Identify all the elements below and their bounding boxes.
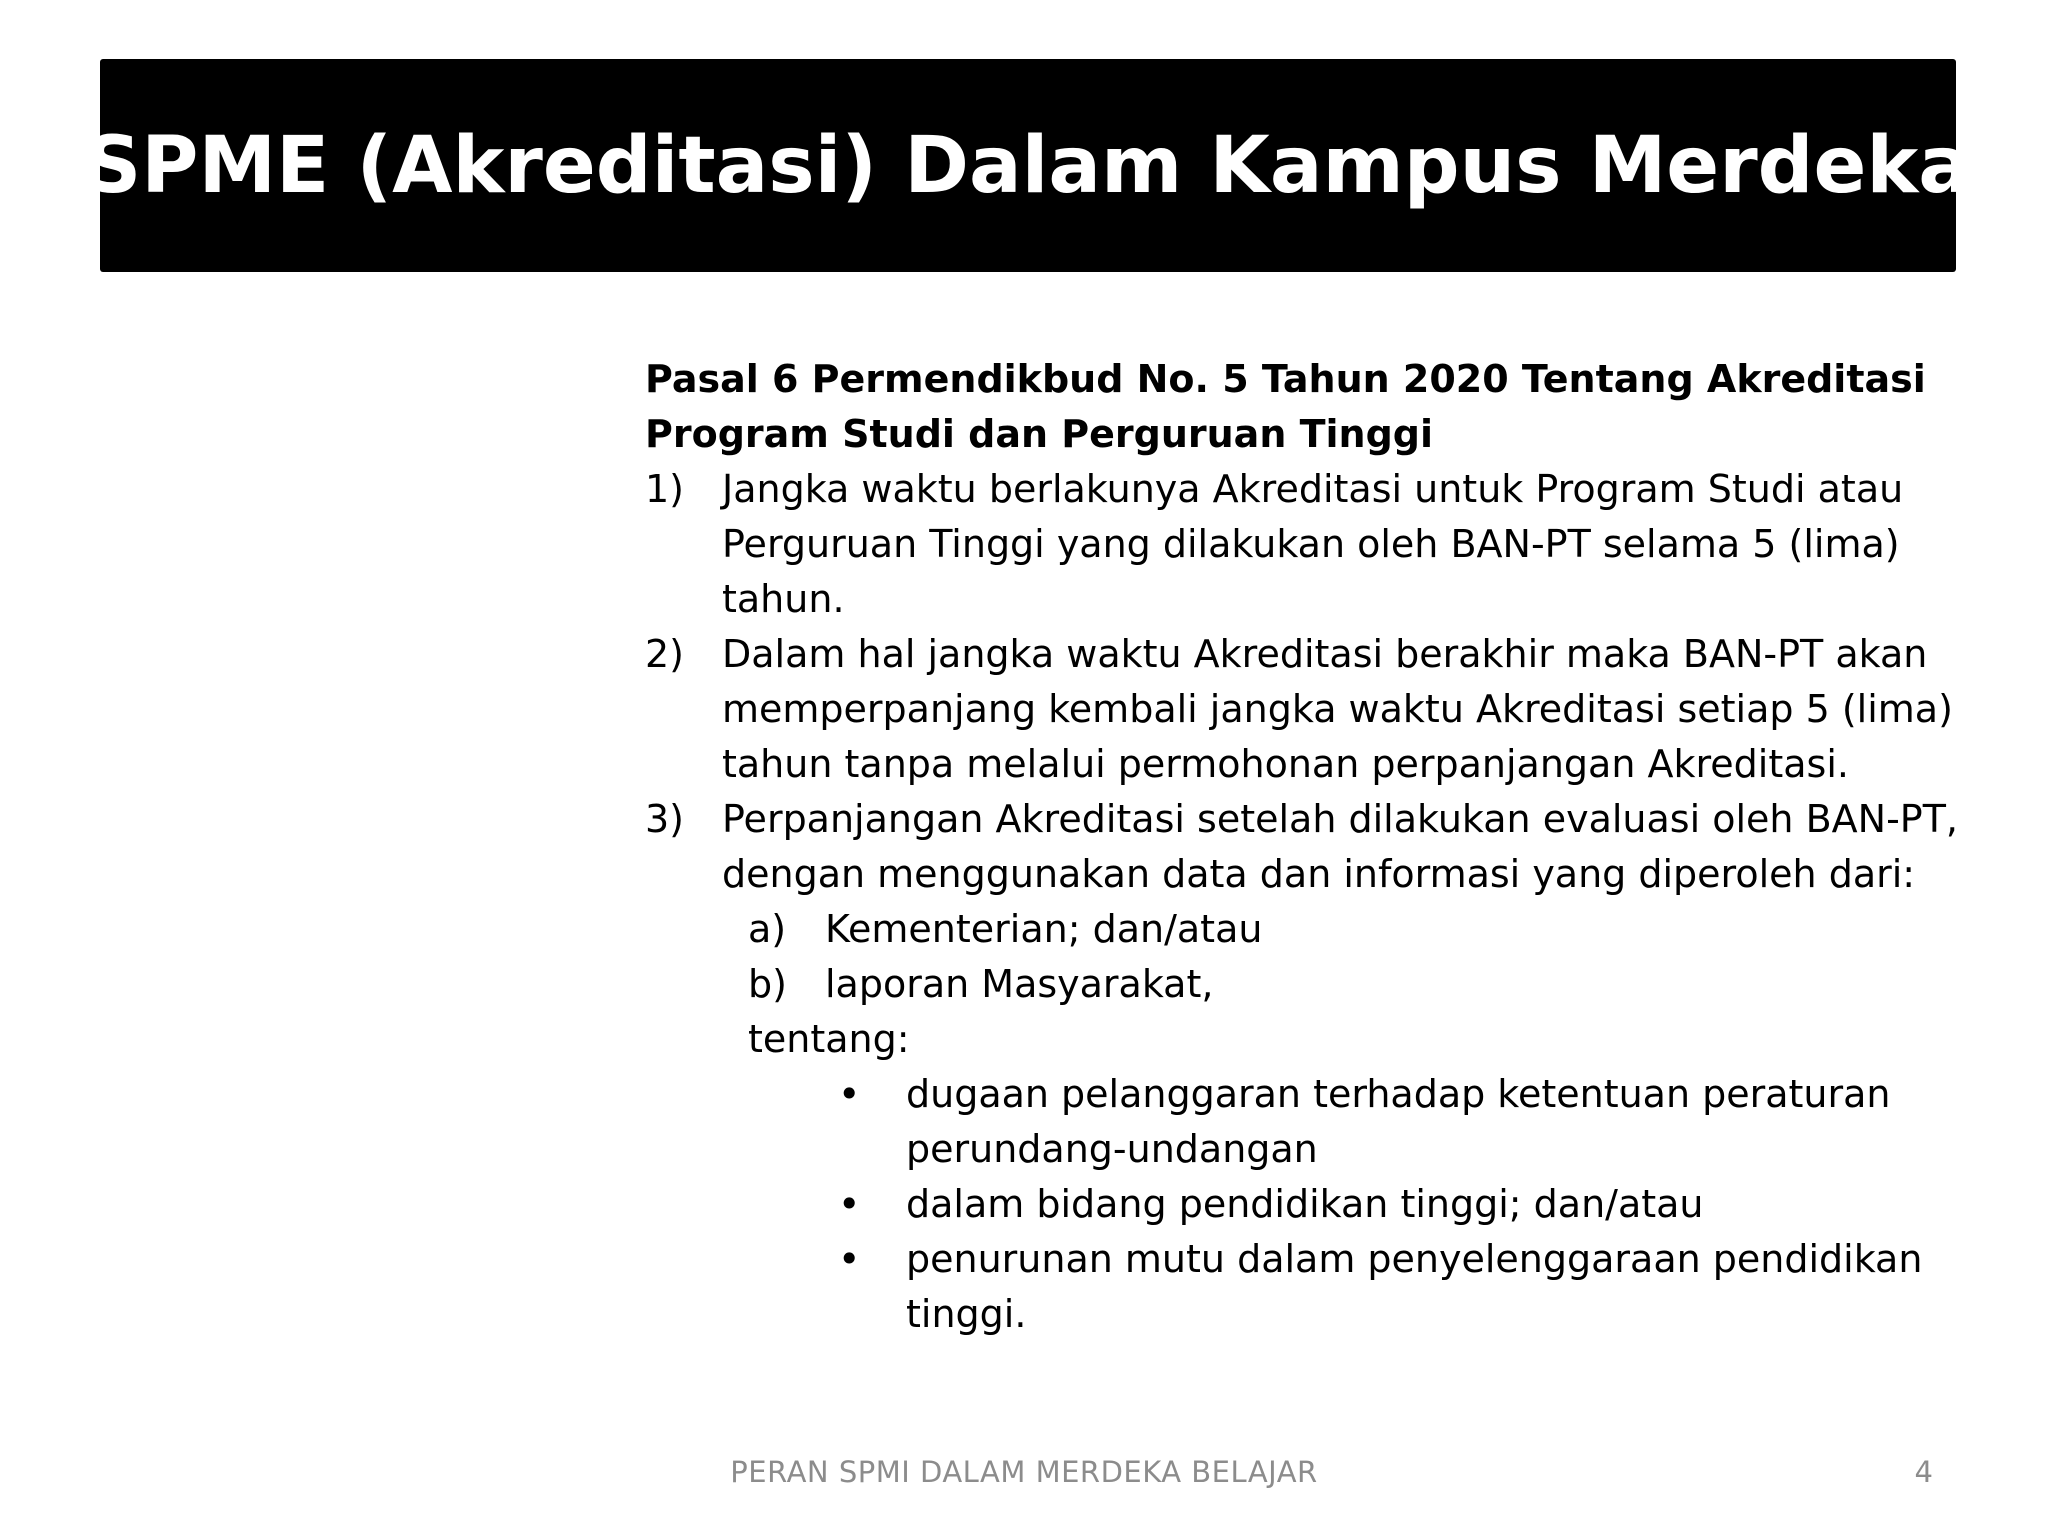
list-marker: 1) bbox=[645, 467, 685, 511]
sub-item-text: Kementerian; dan/atau bbox=[825, 907, 1263, 951]
sub-marker: a) bbox=[748, 907, 787, 951]
slide-body bbox=[645, 352, 1965, 1342]
page-number: 4 bbox=[1914, 1455, 1933, 1489]
bullet-icon: • bbox=[838, 1072, 861, 1116]
sub-list bbox=[748, 902, 1965, 1067]
tentang-label: tentang: bbox=[748, 1017, 910, 1061]
list-marker: 2) bbox=[645, 632, 685, 676]
list-item-text: Dalam hal jangka waktu Akreditasi berakhir maka BAN-PT akan memperpanjang kembali jangka waktu Akreditasi setiap 5 (lima) tahun tanpa melalui permohonan perpanjangan Akreditasi. bbox=[722, 632, 1953, 786]
list-item-3 bbox=[645, 792, 1965, 902]
list-marker: 3) bbox=[645, 797, 685, 841]
bullet-text: dalam bidang pendidikan tinggi; dan/atau bbox=[906, 1182, 1704, 1226]
list-item-2 bbox=[645, 627, 1965, 792]
sub-marker: b) bbox=[748, 962, 787, 1006]
bullet-item bbox=[838, 1177, 1965, 1232]
heading-line-2: Program Studi dan Perguruan Tinggi bbox=[645, 412, 1434, 456]
sub-item-a bbox=[748, 902, 1965, 957]
heading-line-1: Pasal 6 Permendikbud No. 5 Tahun 2020 Tentang Akreditasi bbox=[645, 357, 1926, 401]
sub-item-text: laporan Masyarakat, bbox=[825, 962, 1214, 1006]
title-bar bbox=[85, 59, 1971, 272]
slide-title: SPME (Akreditasi) Dalam Kampus Merdeka bbox=[85, 120, 1971, 211]
sub-item-b bbox=[748, 957, 1965, 1012]
list-item-text: Jangka waktu berlakunya Akreditasi untuk Program Studi atau Perguruan Tinggi yang dilakukan oleh BAN-PT selama 5 (lima) tahun. bbox=[722, 467, 1904, 621]
list-item-text: Perpanjangan Akreditasi setelah dilakukan evaluasi oleh BAN-PT, dengan menggunakan data dan informasi yang diperoleh dari: bbox=[722, 797, 1958, 896]
list-item-1 bbox=[645, 462, 1965, 627]
bullet-item bbox=[838, 1067, 1965, 1177]
footer-text: PERAN SPMI DALAM MERDEKA BELAJAR bbox=[730, 1455, 1318, 1489]
bullet-text: dugaan pelanggaran terhadap ketentuan peraturan perundang-undangan bbox=[906, 1072, 1891, 1171]
bullet-icon: • bbox=[838, 1182, 861, 1226]
bullet-icon: • bbox=[838, 1237, 861, 1281]
bullet-list bbox=[838, 1067, 1965, 1342]
bullet-item bbox=[838, 1232, 1965, 1342]
bullet-text: penurunan mutu dalam penyelenggaraan pendidikan tinggi. bbox=[906, 1237, 1923, 1336]
